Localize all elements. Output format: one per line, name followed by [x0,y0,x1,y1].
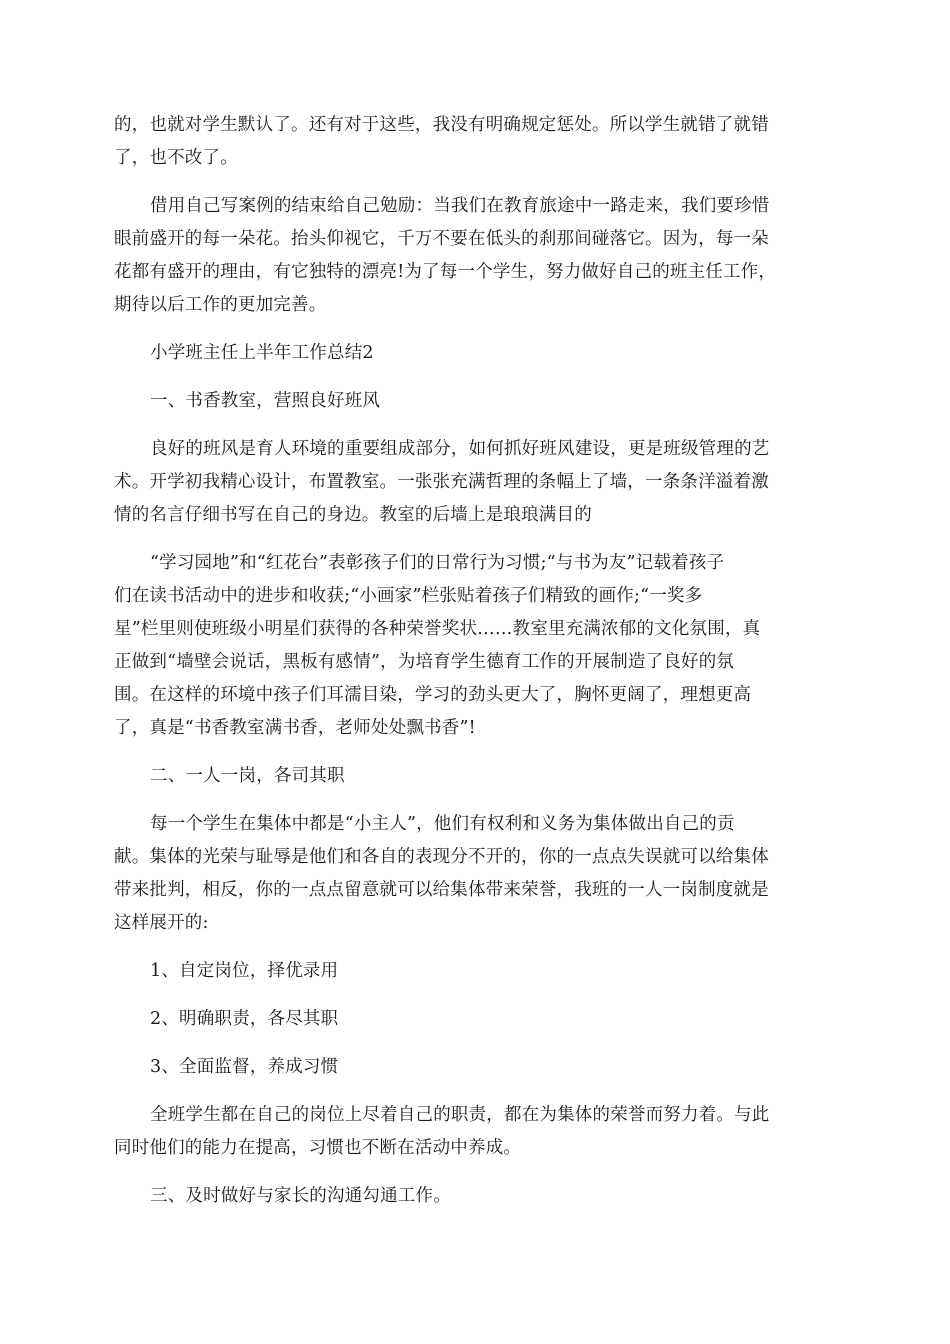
text-line: 同时他们的能力在提高，习惯也不断在活动中养成。 [114,1138,522,1158]
document-page [114,109,836,1213]
text-line: 期待以后工作的更加完善。 [114,295,327,315]
text-line: 1、自定岗位，择优录用 [150,961,339,981]
text-line: 们在读书活动中的进步和收获;“小画家”栏张贴着孩子们精致的画作;“一奖多 [114,586,703,606]
list-item [114,955,836,988]
heading-two [114,760,836,793]
text-line: 了，真是“书香教室满书香，老师处处飘书香”! [114,718,476,738]
text-line: 借用自己写案例的结束给自己勉励：当我们在教育旅途中一路走来，我们要珍惜 [150,196,770,216]
paragraph-owner [114,808,836,940]
text-line: 2、明确职责，各尽其职 [150,1009,339,1029]
text-line: “学习园地”和“红花台”表彰孩子们的日常行为习惯;“与书为友”记载着孩子 [150,553,725,573]
text-line: 一、书香教室，营照良好班风 [150,391,381,411]
heading-one [114,385,836,418]
paragraph-motto [114,190,836,322]
text-line: 眼前盛开的每一朵花。抬头仰视它，千万不要在低头的刹那间碰落它。因为，每一朵 [114,229,769,249]
text-line: 三、及时做好与家长的沟通勾通工作。 [150,1186,451,1206]
list-item [114,1003,836,1036]
paragraph-duty [114,1099,836,1165]
paragraph-classroom [114,433,836,532]
text-line: 小学班主任上半年工作总结2 [150,343,374,363]
text-line: 每一个学生在集体中都是“小主人”，他们有权利和义务为集体做出自己的贡 [150,814,735,834]
text-line: 术。开学初我精心设计，布置教室。一张张充满哲理的条幅上了墙，一条条洋溢着激 [114,472,769,492]
text-line: 全班学生都在自己的岗位上尽着自己的职责，都在为集体的荣誉而努力着。与此 [150,1105,770,1125]
text-line: 的，也就对学生默认了。还有对于这些，我没有明确规定惩处。所以学生就错了就错 [114,115,769,135]
text-line: 这样展开的: [114,913,209,933]
text-line: 正做到“墙壁会说话，黑板有感情”，为培育学生德育工作的开展制造了良好的氛 [114,652,735,672]
text-line: 了，也不改了。 [114,148,238,168]
text-line: 星”栏里则使班级小明星们获得的各种荣誉奖状……教室里充满浓郁的文化氛围，真 [114,619,761,639]
text-line: 带来批判，相反，你的一点点留意就可以给集体带来荣誉，我班的一人一岗制度就是 [114,880,769,900]
text-line: 良好的班风是育人环境的重要组成部分，如何抓好班风建设，更是班级管理的艺 [150,439,770,459]
paragraph-continuation [114,109,836,175]
text-line: 3、全面监督，养成习惯 [150,1057,339,1077]
text-line: 情的名言仔细书写在自己的身边。教室的后墙上是琅琅满目的 [114,505,592,525]
text-line: 围。在这样的环境中孩子们耳濡目染，学习的劲头更大了，胸怀更阔了，理想更高 [114,685,752,705]
text-line: 花都有盛开的理由，有它独特的漂亮!为了每一个学生，努力做好自己的班主任工作， [114,262,777,282]
section-title [114,337,836,370]
heading-three [114,1180,836,1213]
text-line: 献。集体的光荣与耻辱是他们和各自的表现分不开的，你的一点点失误就可以给集体 [114,847,769,867]
list-item [114,1051,836,1084]
text-line: 二、一人一岗，各司其职 [150,766,345,786]
paragraph-garden [114,547,836,745]
